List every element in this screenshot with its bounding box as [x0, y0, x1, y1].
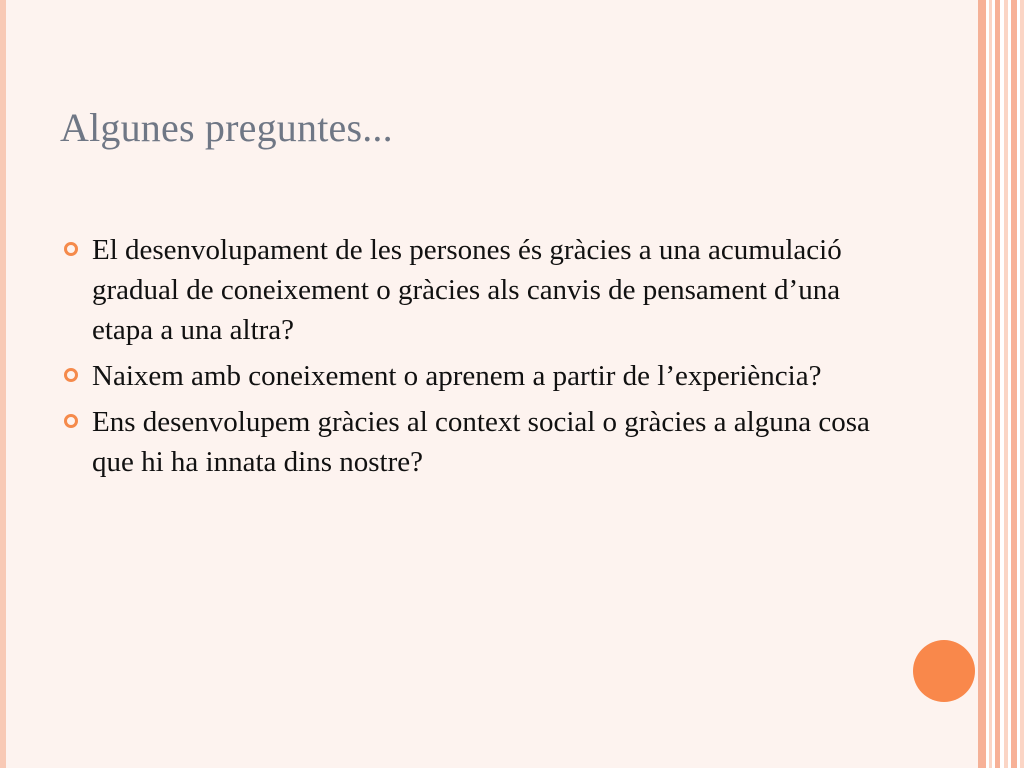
stripe: [989, 0, 992, 768]
orange-circle-decoration: [913, 640, 975, 702]
stripe: [1011, 0, 1017, 768]
bullet-item: [62, 230, 882, 350]
stripe: [1004, 0, 1008, 768]
bullet-list: [62, 230, 882, 488]
bullet-text: Ens desenvolupem gràcies al context social o gràcies a alguna cosa que hi ha innata dins nostre?: [92, 406, 870, 478]
bullet-text: El desenvolupament de les persones és gràcies a una acumulació gradual de coneixement o gràcies als canvis de pensament d’una etapa a una altra?: [92, 234, 842, 346]
decorative-stripes: [980, 0, 1024, 768]
stripe: [980, 0, 986, 768]
hollow-circle-icon: [64, 242, 78, 256]
bullet-item: [62, 402, 882, 482]
bullet-text: Naixem amb coneixement o aprenem a partir de l’experiència?: [92, 360, 822, 392]
hollow-circle-icon: [64, 368, 78, 382]
hollow-circle-icon: [64, 414, 78, 428]
stripe: [1020, 0, 1024, 768]
slide-title: Algunes preguntes...: [60, 105, 393, 150]
stripe: [995, 0, 1000, 768]
bullet-item: [62, 356, 882, 396]
